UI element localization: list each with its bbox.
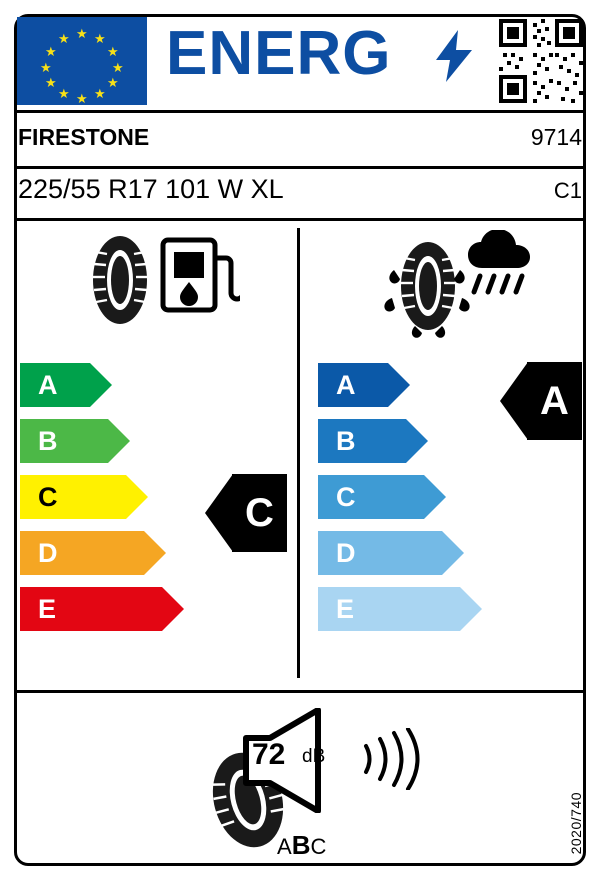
regulation-reference: 2020/740 — [568, 791, 584, 854]
noise-class-c: C — [310, 834, 327, 859]
noise-class-selected: B — [291, 830, 311, 860]
brand-name: FIRESTONE — [18, 124, 150, 150]
divider-center — [297, 228, 300, 678]
fuel-pump-icon — [163, 240, 240, 310]
wet-grade-b — [318, 419, 428, 463]
fuel-grade-e — [20, 587, 190, 631]
noise-section — [0, 690, 600, 860]
noise-unit: dB — [302, 746, 326, 767]
divider-brand — [17, 166, 583, 169]
grade-letter: D — [336, 538, 356, 568]
tire-icon — [93, 236, 148, 324]
grade-letter: B — [38, 426, 58, 456]
fuel-grade-a — [20, 363, 110, 407]
wet-result-pointer — [500, 362, 582, 440]
noise-class-a: A — [277, 834, 292, 859]
divider-header — [17, 110, 583, 113]
fuel-grade-c — [20, 475, 150, 519]
grade-letter: D — [38, 538, 58, 568]
wet-grade-e — [318, 587, 488, 631]
wet-grade-d — [318, 531, 468, 575]
wet-grade-a — [318, 363, 408, 407]
grade-letter: B — [336, 426, 356, 456]
grade-letter: C — [336, 482, 356, 512]
grade-letter: E — [38, 594, 57, 624]
page-title: ENERG — [166, 19, 392, 88]
label-header — [0, 0, 600, 110]
fuel-grade-b — [20, 419, 130, 463]
tyre-size: 225/55 R17 101 W XL — [18, 174, 284, 204]
sound-waves-icon — [360, 728, 420, 790]
grade-letter: C — [38, 482, 58, 512]
tire-icon — [401, 242, 456, 330]
wet-grip-pictogram — [370, 230, 540, 340]
eu-flag-icon: ★ ★ ★ ★ ★ ★ ★ ★ ★ ★ ★ ★ — [17, 17, 147, 105]
divider-size — [17, 218, 583, 221]
noise-class — [277, 830, 326, 861]
fuel-efficiency-pictogram — [75, 230, 240, 330]
lightning-bolt-icon — [436, 30, 472, 82]
type-code: 9714 — [530, 124, 582, 150]
fuel-result-letter: C — [232, 474, 287, 552]
wet-grade-c — [318, 475, 448, 519]
grade-letter: A — [38, 370, 58, 400]
qr-code-icon — [499, 19, 583, 103]
grade-letter: A — [336, 370, 356, 400]
rain-cloud-icon — [468, 230, 530, 292]
noise-value: 72 — [252, 738, 286, 771]
grade-letter: E — [336, 594, 355, 624]
fuel-result-pointer — [205, 474, 287, 552]
fuel-grade-d — [20, 531, 170, 575]
tyre-class: C1 — [553, 178, 582, 203]
wet-result-letter: A — [527, 362, 582, 440]
